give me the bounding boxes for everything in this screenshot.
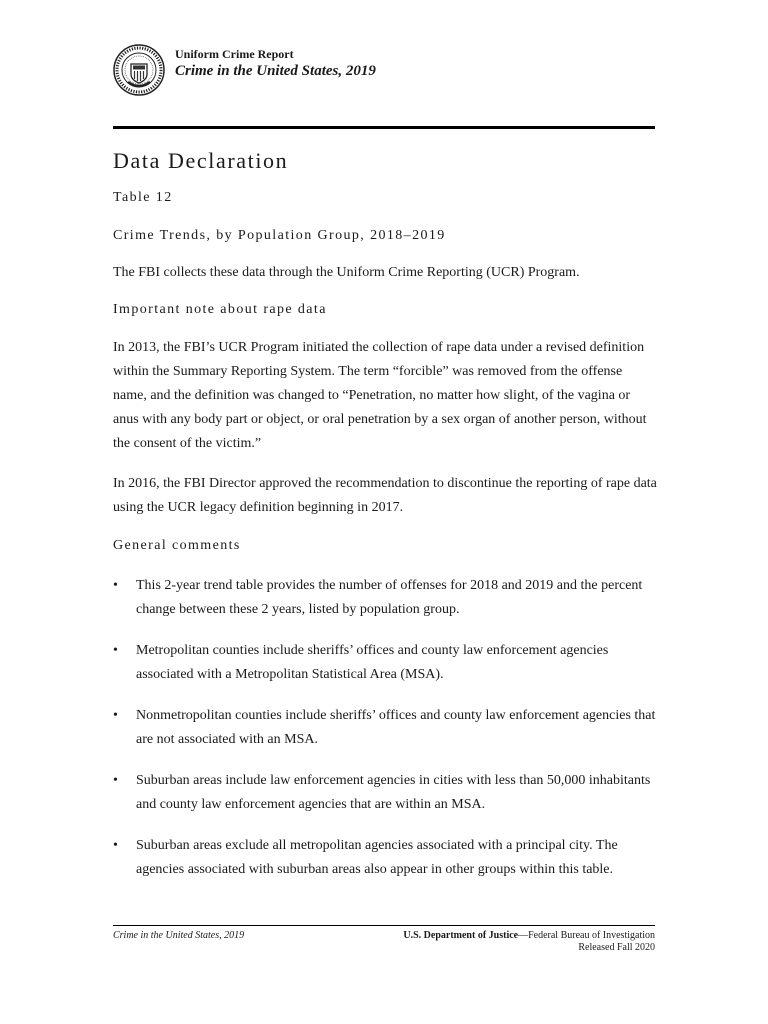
main-content xyxy=(113,146,658,882)
page-title: Data Declaration xyxy=(113,148,289,173)
footer-doj: U.S. Department of Justice xyxy=(403,930,519,941)
list-item-text: Metropolitan counties include sheriffs’ offices and county law enforcement agencies associated with a Metropolitan Statistical Area (MSA). xyxy=(136,643,609,682)
rape-note-paragraph-1: In 2013, the FBI’s UCR Program initiated the collection of rape data under a revised definition within the Summary Reporting System. The term “forcible” was removed from the offense name, and the definition was changed to “Penetration, no matter how slight, of the vagina or anus with any body part or object, or oral penetration by a sex organ of another person, without the consent of the victim.” xyxy=(113,340,647,451)
bullet-icon: • xyxy=(113,708,118,723)
list-item-text: Nonmetropolitan counties include sheriffs’ offices and county law enforcement agencies that are not associated with an MSA. xyxy=(136,708,656,747)
general-comments-heading: General comments xyxy=(113,538,241,553)
fbi-seal-icon xyxy=(113,44,165,96)
report-title: Crime in the United States, 2019 xyxy=(175,63,376,79)
table-number: Table 12 xyxy=(113,190,173,205)
intro-paragraph: The FBI collects these data through the Uniform Crime Reporting (UCR) Program. xyxy=(113,265,580,280)
list-item xyxy=(113,704,658,752)
list-item xyxy=(113,769,658,817)
report-series: Uniform Crime Report xyxy=(175,47,294,61)
page-header xyxy=(113,44,673,104)
rape-note-paragraph-2: In 2016, the FBI Director approved the recommendation to discontinue the reporting of rape data using the UCR legacy definition beginning in 2017. xyxy=(113,476,657,515)
list-item-text: Suburban areas exclude all metropolitan agencies associated with a principal city. The agencies associated with suburban areas also appear in other groups within this table. xyxy=(136,838,618,877)
footer-bureau: —Federal Bureau of Investigation xyxy=(518,930,655,941)
bullet-icon: • xyxy=(113,773,118,788)
footer-agency xyxy=(403,930,655,954)
list-item xyxy=(113,834,658,882)
header-text xyxy=(175,46,376,80)
bullet-icon: • xyxy=(113,838,118,853)
list-item-text: Suburban areas include law enforcement agencies in cities with less than 50,000 inhabitants and county law enforcement agencies that are within an MSA. xyxy=(136,773,651,812)
rape-note-heading: Important note about rape data xyxy=(113,302,327,317)
bullet-icon: • xyxy=(113,578,118,593)
footer-agency-line xyxy=(403,930,655,942)
footer-publication: Crime in the United States, 2019 xyxy=(113,930,245,941)
list-item-text: This 2-year trend table provides the number of offenses for 2018 and 2019 and the percent change between these 2 years, listed by population group. xyxy=(136,578,643,617)
footer-divider xyxy=(113,925,655,926)
footer-released: Released Fall 2020 xyxy=(578,942,655,953)
list-item xyxy=(113,639,658,687)
general-comments-list xyxy=(113,574,658,882)
table-title: Crime Trends, by Population Group, 2018–2019 xyxy=(113,228,446,243)
list-item xyxy=(113,574,658,622)
bullet-icon: • xyxy=(113,643,118,658)
header-divider xyxy=(113,126,655,129)
